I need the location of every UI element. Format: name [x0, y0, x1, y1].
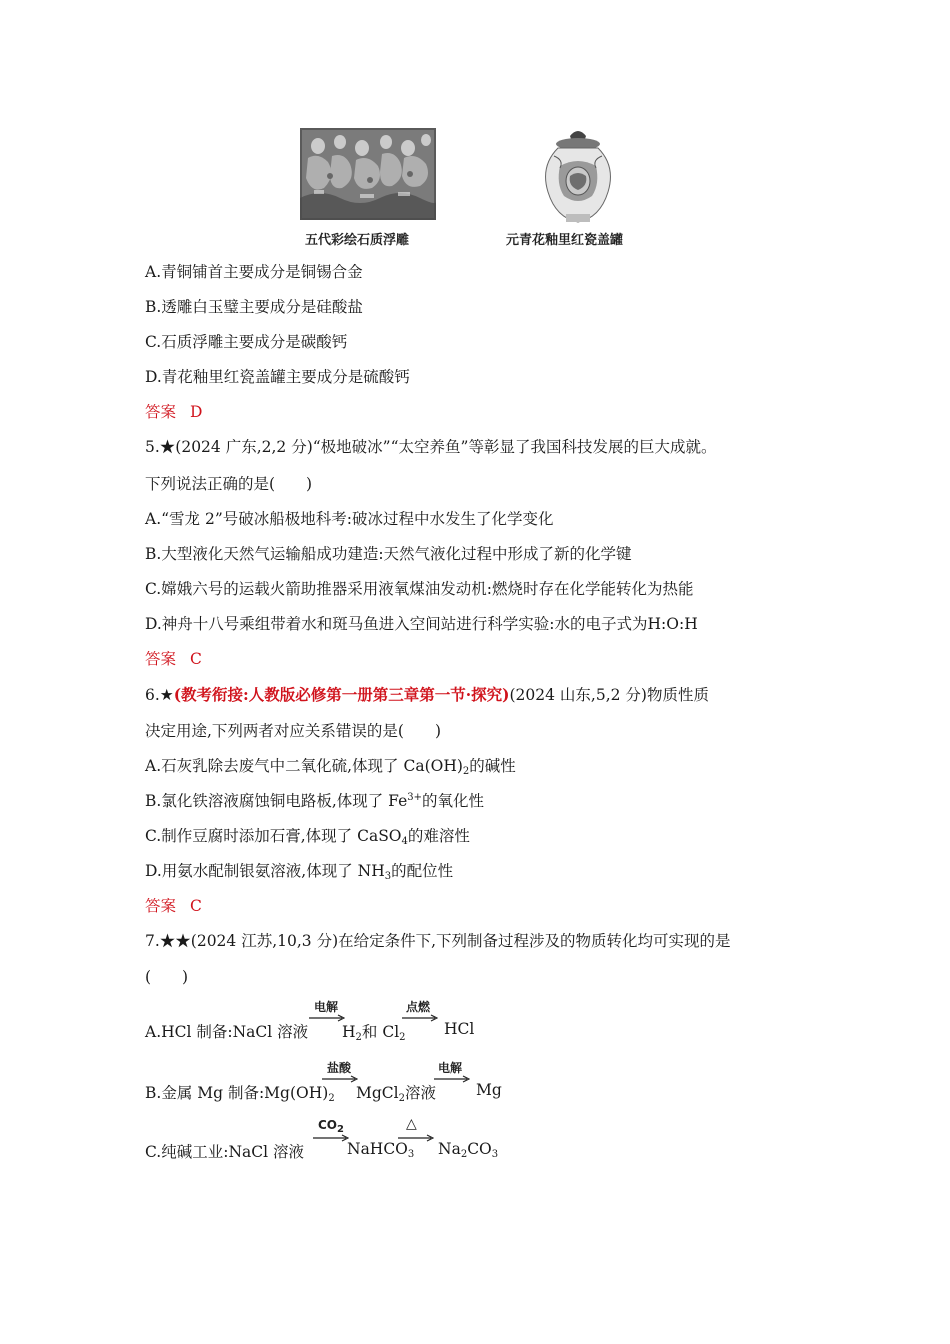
q5-stem-line2: 下列说法正确的是( ) — [145, 475, 313, 493]
reaction-arrow-icon — [434, 1075, 470, 1083]
q7-a-product: HCl — [444, 1020, 475, 1038]
reaction-arrow-icon — [322, 1075, 358, 1083]
subscript: 4 — [401, 836, 408, 847]
q7-b-intermediate: MgCl$_2$溶液 — [356, 1084, 437, 1104]
q4-option-c: C.石质浮雕主要成分是碳酸钙 — [145, 333, 348, 351]
reaction-arrow-icon — [402, 1014, 438, 1022]
q6-answer — [145, 896, 202, 916]
q6-number: 6. — [145, 686, 160, 704]
q5-option-c: C.嫦娥六号的运载火箭助推器采用液氧煤油发动机:燃烧时存在化学能转化为热能 — [145, 580, 694, 598]
q7-b-product: Mg — [476, 1081, 502, 1099]
q7-a-intermediate: $H_2$和 $Cl_2$ — [342, 1023, 406, 1043]
q7-option-a-prefix: A.HCl 制备:NaCl 溶液 — [145, 1023, 309, 1041]
q4-option-b: B.透雕白玉璧主要成分是硅酸盐 — [145, 298, 363, 316]
q5-stem-line1: 5.★(2024 广东,2,2 分)“极地破冰”“太空养鱼”等彰显了我国科技发展的巨大成就。 — [145, 438, 717, 456]
q6-option-c — [145, 826, 470, 846]
q6-tag: (教考衔接:人教版必修第一册第三章第一节·探究) — [173, 685, 510, 704]
q7-stem-line2: ( ) — [145, 968, 189, 986]
q7-c-intermediate: NaHCO$_3$ — [347, 1140, 415, 1160]
answer-value: C — [190, 650, 202, 668]
q7-stem-line1: 7.★★(2024 江苏,10,3 分)在给定条件下,下列制备过程涉及的物质转化均可实现的是 — [145, 932, 731, 950]
q5-option-b: B.大型液化天然气运输船成功建造:天然气液化过程中形成了新的化学键 — [145, 545, 632, 563]
q6-option-d-tail: 的配位性 — [391, 862, 454, 880]
subscript: 2 — [462, 766, 470, 777]
q6-option-a-tail: 的碱性 — [469, 757, 516, 775]
stone-relief-image — [300, 128, 436, 220]
q7-c-arrow1-label: $CO_2$ — [318, 1118, 344, 1135]
reaction-arrow-icon — [398, 1134, 434, 1142]
q7-option-c-prefix: C.纯碱工业:NaCl 溶液 — [145, 1143, 305, 1161]
q6-stem-line1 — [145, 685, 709, 705]
q4-option-a: A.青铜铺首主要成分是铜锡合金 — [145, 263, 363, 281]
q6-option-d-text: D.用氨水配制银氨溶液,体现了 NH — [145, 862, 385, 880]
q6-option-d — [145, 861, 453, 881]
answer-label: 答案 — [145, 403, 177, 421]
answer-value: D — [190, 403, 203, 421]
q6-option-b-text: B.氯化铁溶液腐蚀铜电路板,体现了 Fe — [145, 792, 408, 810]
q7-c-product: $Na_2CO_3$ — [438, 1140, 499, 1160]
q7-b-arrow1-label: 盐酸 — [327, 1061, 352, 1075]
porcelain-jar-image — [540, 126, 616, 226]
q6-option-c-text: C.制作豆腐时添加石膏,体现了 CaSO — [145, 827, 402, 845]
q6-stem-line2: 决定用途,下列两者对应关系错误的是( ) — [145, 722, 442, 740]
answer-value: C — [190, 897, 202, 915]
q6-option-a — [145, 756, 516, 776]
q6-option-b — [145, 791, 484, 811]
q5-answer — [145, 649, 202, 669]
q7-option-b-prefix: B.金属 Mg 制备$:Mg(OH)_2$ — [145, 1084, 335, 1104]
stone-relief-caption: 五代彩绘石质浮雕 — [305, 233, 410, 248]
q6-option-a-text: A.石灰乳除去废气中二氧化硫,体现了 Ca(OH) — [145, 757, 463, 775]
q4-option-d: D.青花釉里红瓷盖罐主要成分是硫酸钙 — [145, 368, 410, 386]
q5-option-a: A.“雪龙 2”号破冰船极地科考:破冰过程中水发生了化学变化 — [145, 510, 554, 528]
q5-option-d: D.神舟十八号乘组带着水和斑马鱼进入空间站进行科学实验:水的电子式为H:O:H — [145, 615, 698, 633]
answer-label: 答案 — [145, 897, 177, 915]
q7-b-arrow2-label: 电解 — [438, 1061, 463, 1075]
superscript: 3+ — [407, 792, 423, 803]
q6-option-c-tail: 的难溶性 — [407, 827, 470, 845]
q6-option-b-tail: 的氧化性 — [422, 792, 485, 810]
subscript: 3 — [384, 871, 392, 882]
reaction-arrow-icon — [313, 1134, 349, 1142]
answer-label: 答案 — [145, 650, 177, 668]
reaction-arrow-icon — [309, 1014, 345, 1022]
q7-c-arrow2-label: △ — [406, 1116, 417, 1132]
q4-answer — [145, 402, 202, 422]
porcelain-jar-caption: 元青花釉里红瓷盖罐 — [506, 233, 624, 248]
star-icon: ★ — [159, 686, 174, 704]
q7-a-arrow2-label: 点燃 — [406, 1000, 431, 1014]
q6-source: (2024 山东,5,2 分)物质性质 — [509, 686, 709, 704]
q7-a-arrow1-label: 电解 — [314, 1000, 339, 1014]
